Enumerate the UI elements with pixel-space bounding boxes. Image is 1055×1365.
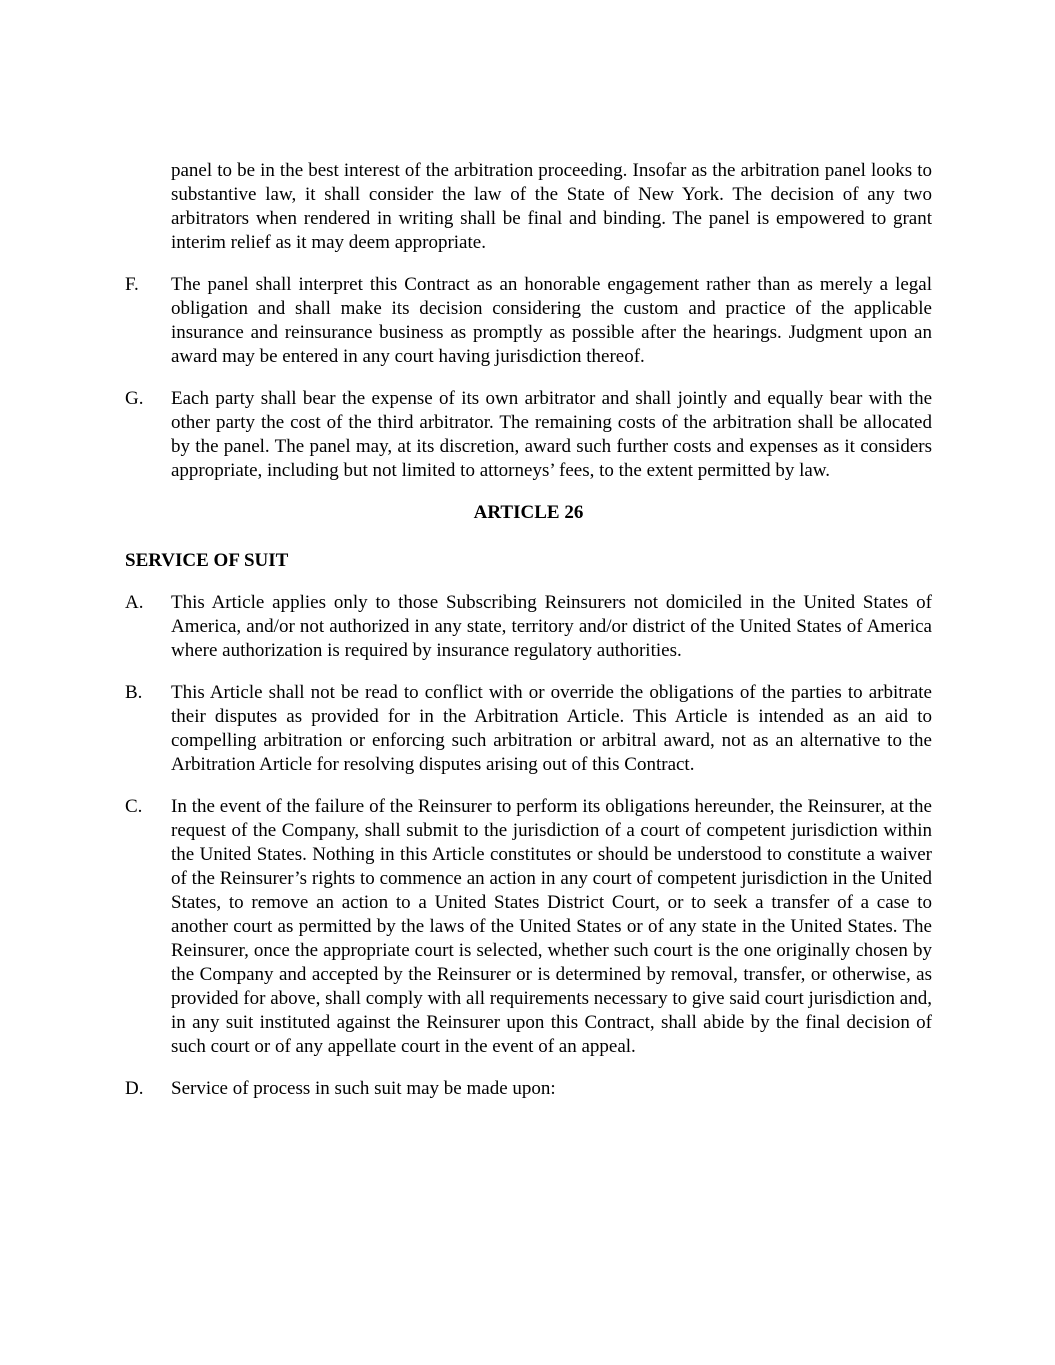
clause-b — [125, 681, 932, 777]
clause-letter: A. — [125, 592, 144, 613]
clause-text: In the event of the failure of the Reinsurer to perform its obligations hereunder, the Reinsurer, at the request of the Company, shall submit to the jurisdiction of a court of competent jurisdiction within the United States. Nothing in this Article constitutes or should be understood to constitute a waiver of the Reinsurer’s rights to commence an action in any court of competent jurisdiction in the United States, to remove an action to a United States District Court, or to seek a transfer of a case to another court as permitted by the laws of the United States or of any state in the United States. The Reinsurer, once the appropriate court is selected, whether such court is the one originally chosen by the Company and accepted by the Reinsurer or is determined by removal, transfer, or otherwise, as provided for above, shall comply with all requirements necessary to give said court jurisdiction and, in any suit instituted against the Reinsurer upon this Contract, shall abide by the final decision of such court or of any appellate court in the event of an appeal. — [171, 796, 932, 1057]
clause-c — [125, 795, 932, 1059]
clause-g — [125, 387, 932, 483]
clause-letter: D. — [125, 1078, 144, 1099]
clause-letter: G. — [125, 388, 144, 409]
clause-letter: C. — [125, 796, 143, 817]
clause-text: The panel shall interpret this Contract as an honorable engagement rather than as merely a legal obligation and shall make its decision considering the custom and practice of the applicable insurance and reinsurance business as promptly as possible after the hearings. Judgment upon an award may be entered in any court having jurisdiction thereof. — [171, 274, 932, 367]
clause-letter: F. — [125, 274, 139, 295]
article-heading: ARTICLE 26 — [473, 502, 584, 523]
section-title: SERVICE OF SUIT — [125, 550, 289, 571]
clause-text: Each party shall bear the expense of its own arbitrator and shall jointly and equally bear with the other party the cost of the third arbitrator. The remaining costs of the arbitration shall be allocated by the panel. The panel may, at its discretion, award such further costs and expenses as it considers appropriate, including but not limited to attorneys’ fees, to the extent permitted by law. — [171, 388, 932, 481]
clause-a — [125, 591, 932, 663]
clause-letter: B. — [125, 682, 143, 703]
document-page — [125, 159, 932, 1119]
clause-text: Service of process in such suit may be made upon: — [171, 1078, 556, 1099]
clause-f — [125, 273, 932, 369]
continued-paragraph: panel to be in the best interest of the arbitration proceeding. Insofar as the arbitration panel looks to substantive law, it shall consider the law of the State of New York. The decision of any two arbitrators when rendered in writing shall be final and binding. The panel is empowered to grant interim relief as it may deem appropriate. — [171, 160, 932, 253]
clause-text: This Article applies only to those Subscribing Reinsurers not domiciled in the United States of America, and/or not authorized in any state, territory and/or district of the United States of America where authorization is required by insurance regulatory authorities. — [171, 592, 932, 661]
clause-d — [125, 1077, 932, 1101]
clause-text: This Article shall not be read to conflict with or override the obligations of the parties to arbitrate their disputes as provided for in the Arbitration Article. This Article is intended as an aid to compelling arbitration or enforcing such arbitration or arbitral award, not as an alternative to the Arbitration Article for resolving disputes arising out of this Contract. — [171, 682, 932, 775]
